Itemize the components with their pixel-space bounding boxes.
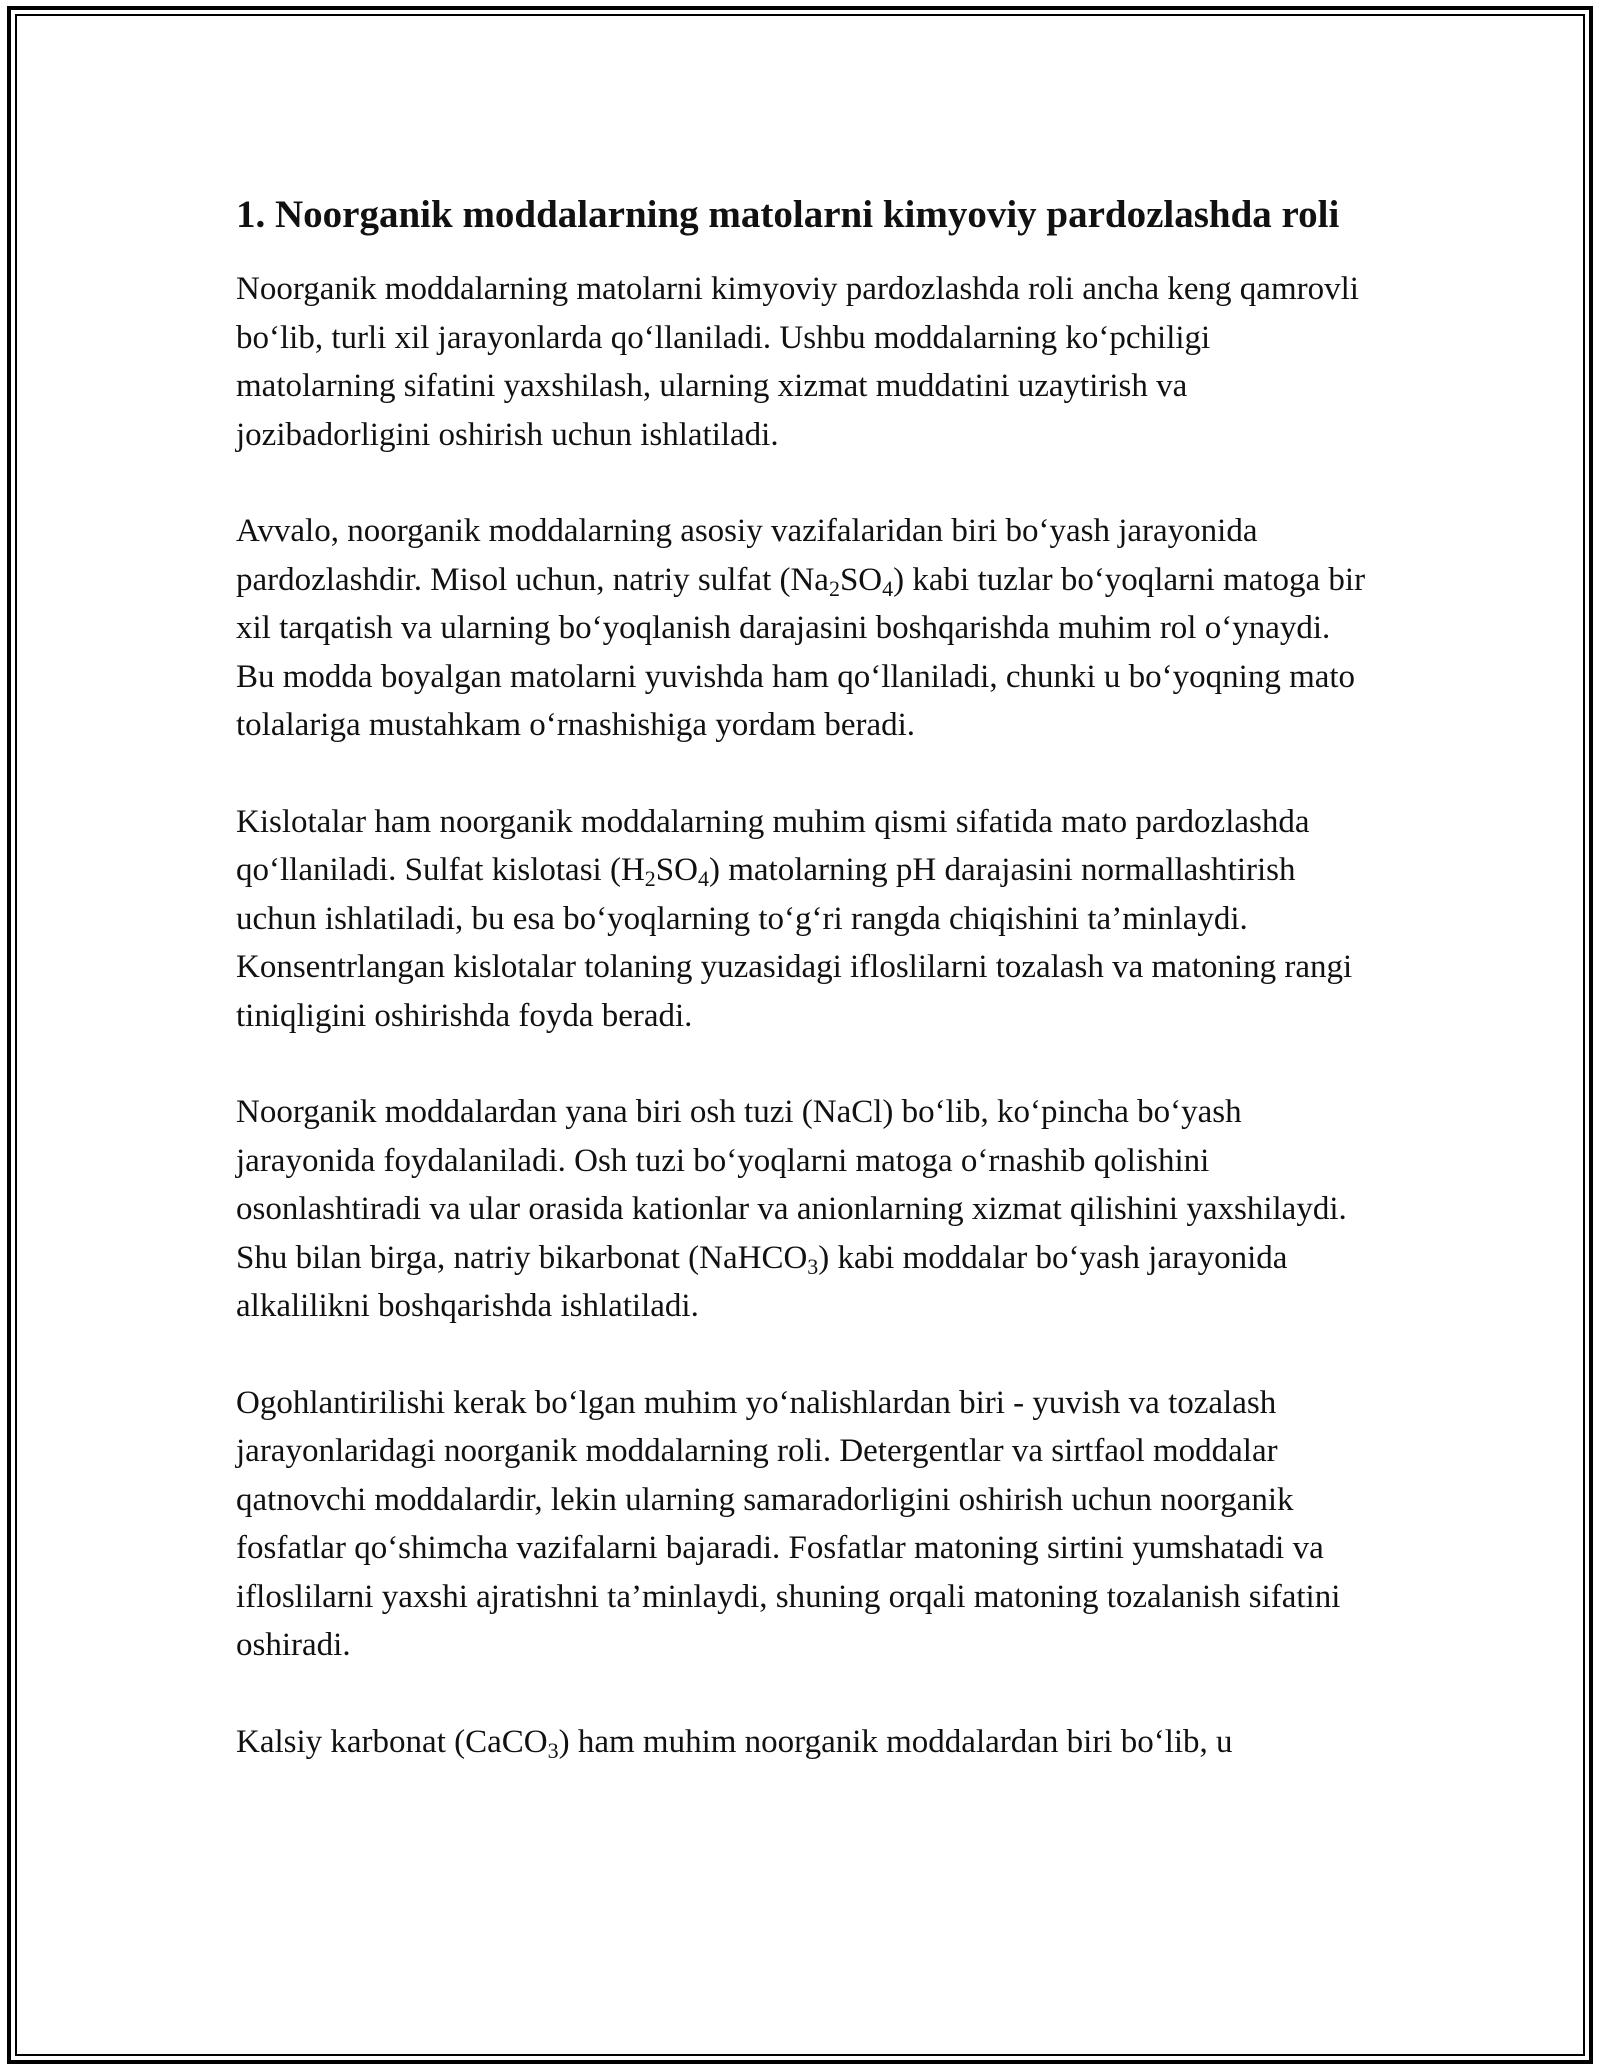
document-content [236,188,1366,1814]
paragraph-text: Avvalo, noorganik moddalarning asosiy vazifalaridan biri bo‘yash jarayonida pardozlashdir. Misol uchun, natriy sulfat (Na [236,513,1258,598]
subscript: 3 [807,1253,819,1279]
paragraph-text: Kalsiy karbonat (CaCO [236,1723,548,1760]
section-heading: 1. Noorganik moddalarning matolarni kimyoviy pardozlashda roli [236,193,1340,236]
paragraph-phosphates [236,1379,1366,1670]
paragraph-intro [236,265,1366,459]
paragraph-text: ) kabi tuzlar bo‘yoqlarni matoga bir xil tarqatish va ularning bo‘yoqlanish darajasini boshqarishda muhim rol o‘ynaydi. Bu modda boyalgan matolarni yuvishda ham qo‘llaniladi, chunki u bo‘yoqning mato tolalariga mustahkam o‘rnashishiga yordam beradi. [236,561,1366,743]
paragraph-text: SO [839,561,883,598]
paragraph-acids [236,798,1366,1041]
subscript: 4 [697,866,709,891]
subscript: 2 [828,575,840,601]
subscript: 3 [547,1737,559,1763]
paragraph-salt [236,1088,1366,1331]
paragraph-calcium-carbonate [236,1718,1366,1767]
paragraph-text: Kislotalar ham noorganik moddalarning muhim qismi sifatida mato pardozlashda qo‘llaniladi. Sulfat kislotasi (H [236,803,1310,888]
paragraph-text: Noorganik moddalardan yana biri osh tuzi (NaCl) bo‘lib, ko‘pincha bo‘yash jarayonida foydalaniladi. Osh tuzi bo‘yoqlarni matoga o‘rnashib qolishini osonlashtiradi va ular orasida kationlar va anionlarning xizmat qilishini yaxshilaydi. Shu bilan birga, natriy bikarbonat (NaHCO [236,1094,1347,1276]
paragraph-text: ) ham muhim noorganik moddalardan biri bo‘lib, u [558,1723,1233,1760]
paragraph-sodium-sulfate [236,507,1366,750]
paragraph-text: SO [655,852,698,888]
subscript: 2 [644,866,656,891]
paragraph-text: Ogohlantirilishi kerak bo‘lgan muhim yo‘nalishlardan biri - yuvish va tozalash jarayonlaridagi noorganik moddalarning roli. Detergentlar va sirtfaol moddalar qatnovchi moddalardir, lekin ularning samaradorligini oshirish uchun noorganik fosfatlar qo‘shimcha vazifalarni bajaradi. Fosfatlar matoning sirtini yumshatadi va ifloslilarni yaxshi ajratishni ta’minlaydi, shuning orqali matoning tozalanish sifatini oshiradi. [236,1384,1341,1663]
paragraph-text: Noorganik moddalarning matolarni kimyoviy pardozlashda roli ancha keng qamrovli bo‘lib, turli xil jarayonlarda qo‘llaniladi. Ushbu moddalarning ko‘pchiligi matolarning sifatini yaxshilash, ularning xizmat muddatini uzaytirish va jozibadorligini oshirish uchun ishlatiladi. [236,271,1359,453]
paragraph-text: ) matolarning pH darajasini normallashtirish uchun ishlatiladi, bu esa bo‘yoqlarning to‘g‘ri rangda chiqishini ta’minlaydi. Konsentrlangan kislotalar tolaning yuzasidagi ifloslilarni tozalash va matoning rangi tiniqligini oshirishda foyda beradi. [236,852,1353,1034]
paragraph-text: ) kabi moddalar bo‘yash jarayonida alkalilikni boshqarishda ishlatiladi. [236,1239,1288,1324]
subscript: 4 [882,575,894,601]
